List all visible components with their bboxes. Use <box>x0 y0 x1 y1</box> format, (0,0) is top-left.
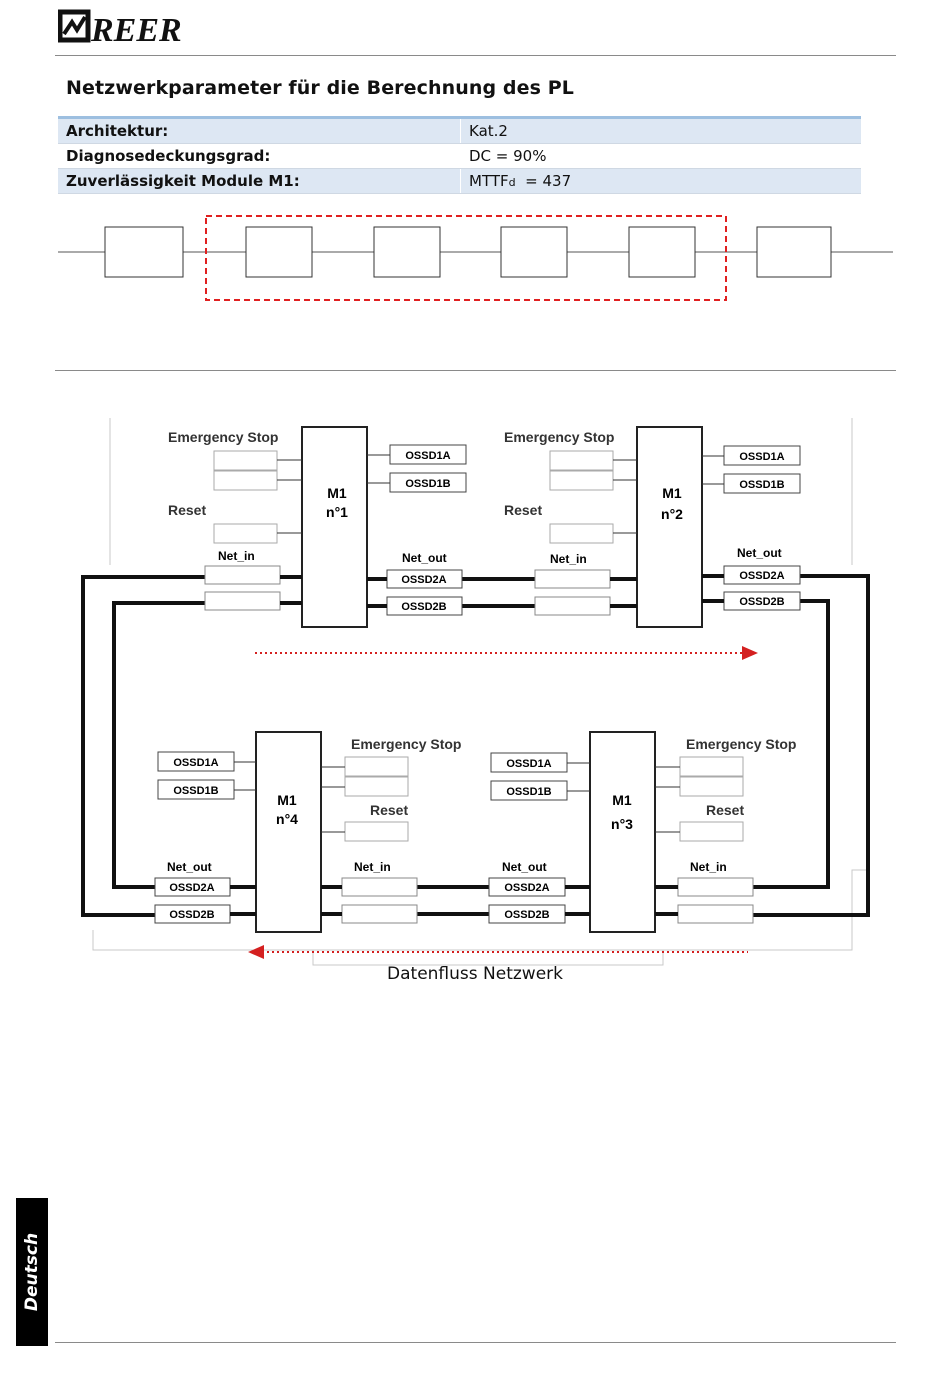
net-in-box <box>205 592 280 610</box>
module-box <box>637 427 702 627</box>
param-key: Zuverlässigkeit Module M1: <box>58 169 461 194</box>
reset-label: Reset <box>706 802 745 818</box>
net-out-label: Net_out <box>737 546 782 560</box>
emergency-stop-label: Emergency Stop <box>504 429 615 445</box>
logo-text: REER <box>91 12 182 48</box>
net-in-label: Net_in <box>690 860 727 874</box>
ossd1b-label: OSSD1B <box>173 785 219 797</box>
module-box <box>256 732 321 932</box>
ossd1a-label: OSSD1A <box>739 451 785 463</box>
emergency-stop-label: Emergency Stop <box>686 736 797 752</box>
module-number: n°2 <box>661 506 683 522</box>
module-box <box>302 427 367 627</box>
ossd1b-label: OSSD1B <box>405 478 451 490</box>
net-in-box <box>205 566 280 584</box>
dataflow-caption: Datenfluss Netzwerk <box>387 964 563 984</box>
module-n1 <box>168 427 466 627</box>
module-number: n°1 <box>326 504 348 520</box>
emergency-input <box>214 471 277 490</box>
net-in-label: Net_in <box>218 549 255 563</box>
net-out-label: Net_out <box>167 860 212 874</box>
module-box <box>590 732 655 932</box>
module-n4 <box>155 732 461 932</box>
ossd2b-label: OSSD2B <box>739 596 785 608</box>
emergency-input <box>345 757 408 776</box>
module-label: M1 <box>277 792 297 808</box>
module-n3 <box>489 732 796 932</box>
ossd2a-label: OSSD2A <box>739 570 785 582</box>
ossd1a-label: OSSD1A <box>506 758 552 770</box>
module-label: M1 <box>612 792 632 808</box>
ossd1b-label: OSSD1B <box>739 479 785 491</box>
emergency-input <box>214 451 277 470</box>
ossd2b-label: OSSD2B <box>401 601 447 613</box>
emergency-input <box>550 471 613 490</box>
reset-input <box>550 524 613 543</box>
emergency-input <box>680 757 743 776</box>
param-value: Kat.2 <box>461 118 862 144</box>
ossd2b-label: OSSD2B <box>169 909 215 921</box>
net-in-box <box>535 570 610 588</box>
net-in-box <box>678 905 753 923</box>
net-out-label: Net_out <box>502 860 547 874</box>
dataflow-arrow-left <box>248 945 748 959</box>
module-n2 <box>504 427 800 627</box>
net-in-box <box>342 905 417 923</box>
footer-rule <box>55 1342 896 1343</box>
module-number: n°4 <box>276 811 298 827</box>
param-value: DC = 90% <box>461 144 862 169</box>
reset-label: Reset <box>370 802 409 818</box>
reset-label: Reset <box>504 502 543 518</box>
emergency-stop-label: Emergency Stop <box>168 429 279 445</box>
reset-input <box>214 524 277 543</box>
ossd2a-label: OSSD2A <box>169 882 215 894</box>
net-out-label: Net_out <box>402 551 447 565</box>
param-key: Diagnosedeckungsgrad: <box>58 144 461 169</box>
reset-input <box>680 822 743 841</box>
emergency-input <box>345 777 408 796</box>
net-in-label: Net_in <box>550 552 587 566</box>
mttf-label: MTTF <box>469 172 509 190</box>
emergency-input <box>680 777 743 796</box>
net-in-box <box>535 597 610 615</box>
mttf-value: = 437 <box>515 172 572 190</box>
module-number: n°3 <box>611 816 633 832</box>
net-in-box <box>342 878 417 896</box>
reset-label: Reset <box>168 502 207 518</box>
ossd1a-label: OSSD1A <box>173 757 219 769</box>
reset-input <box>345 822 408 841</box>
ossd2b-label: OSSD2B <box>504 909 550 921</box>
module-label: M1 <box>327 485 347 501</box>
ossd1a-label: OSSD1A <box>405 450 451 462</box>
net-in-box <box>678 878 753 896</box>
page-title: Netzwerkparameter für die Berechnung des PL <box>66 77 574 99</box>
module-label: M1 <box>662 485 682 501</box>
mttf-sub: d <box>508 176 516 189</box>
ossd2a-label: OSSD2A <box>504 882 550 894</box>
param-key: Architektur: <box>58 118 461 144</box>
ossd1b-label: OSSD1B <box>506 786 552 798</box>
language-tab <box>16 1198 48 1346</box>
emergency-stop-label: Emergency Stop <box>351 736 462 752</box>
emergency-input <box>550 451 613 470</box>
net-in-label: Net_in <box>354 860 391 874</box>
ossd2a-label: OSSD2A <box>401 574 447 586</box>
dataflow-arrow-right <box>255 646 758 660</box>
language-label: Deutsch <box>22 1232 42 1312</box>
